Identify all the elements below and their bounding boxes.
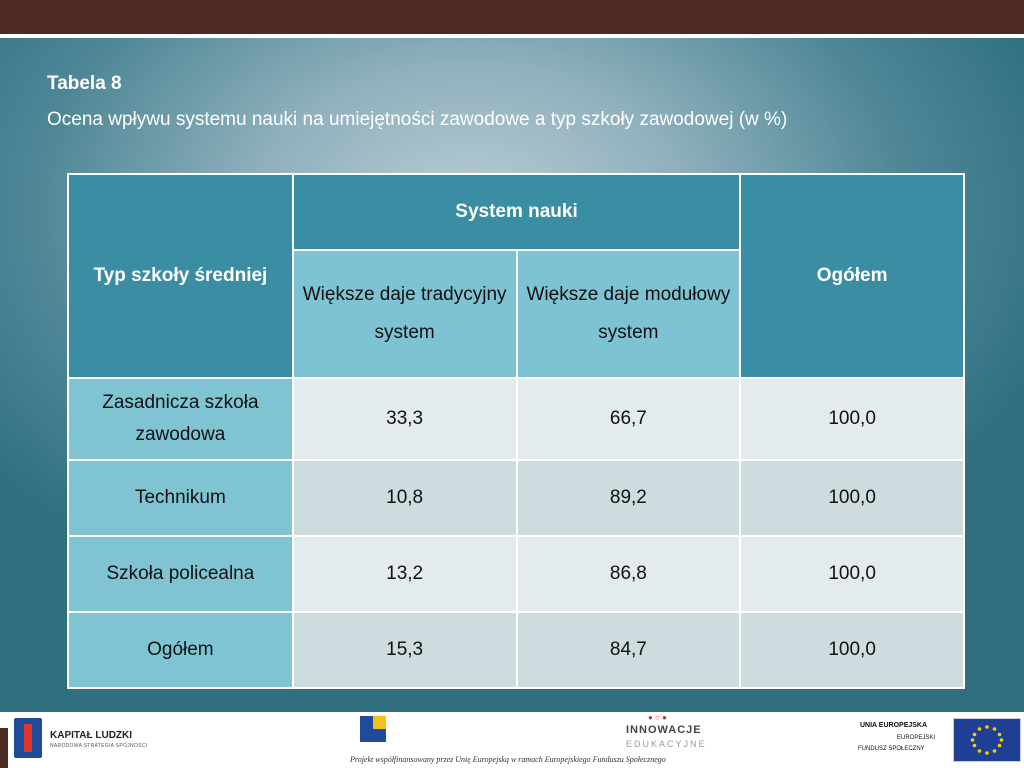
row-label: Ogółem: [68, 612, 293, 688]
cell-traditional: 13,2: [293, 536, 517, 612]
emblem-logo-icon: [360, 716, 386, 742]
table-row: [68, 460, 964, 536]
eu-label-line2: EUROPEJSKI: [897, 735, 936, 741]
row-label: Technikum: [68, 460, 293, 536]
eu-label-line3: FUNDUSZ SPOŁECZNY: [858, 746, 925, 752]
kapital-ludzki-logo-text: KAPITAŁ LUDZKI: [50, 730, 133, 741]
innowacje-dots-icon: ● ○ ●: [648, 713, 667, 722]
total-header: Ogółem: [740, 174, 964, 378]
cell-total: 100,0: [740, 536, 964, 612]
cell-traditional: 10,8: [293, 460, 517, 536]
footer-accent-bar: [0, 728, 8, 768]
edukacyjne-logo-text: EDUKACYJNE: [626, 739, 707, 749]
eu-flag-icon: [953, 718, 1021, 762]
cell-total: 100,0: [740, 612, 964, 688]
cell-total: 100,0: [740, 378, 964, 460]
row-label: Szkoła policealna: [68, 536, 293, 612]
table-caption: Ocena wpływu systemu nauki na umiejętności zawodowe a typ szkoły zawodowej (w %): [47, 109, 788, 130]
cell-traditional: 15,3: [293, 612, 517, 688]
cell-modular: 84,7: [517, 612, 741, 688]
kapital-ludzki-logo-icon: [14, 718, 42, 758]
kapital-ludzki-subtitle: NARODOWA STRATEGIA SPÓJNOŚCI: [50, 743, 148, 749]
sub-header-modular: Większe daje modułowy system: [517, 250, 741, 378]
project-funding-note: Projekt współfinansowany przez Unię Europejską w ramach Europejskiego Funduszu Społecznego: [350, 755, 666, 764]
row-label: Zasadnicza szkoła zawodowa: [68, 378, 293, 460]
table-row: [68, 612, 964, 688]
table-row: [68, 536, 964, 612]
innowacje-logo-text: INNOWACJE: [626, 724, 702, 736]
row-header-label: Typ szkoły średniej: [68, 174, 293, 378]
cell-modular: 66,7: [517, 378, 741, 460]
title-block: [47, 72, 787, 132]
top-bar-divider: [0, 34, 1024, 38]
data-table: [67, 173, 965, 689]
cell-total: 100,0: [740, 460, 964, 536]
table-row: [68, 378, 964, 460]
group-header-system: System nauki: [293, 174, 741, 250]
cell-traditional: 33,3: [293, 378, 517, 460]
cell-modular: 89,2: [517, 460, 741, 536]
sub-header-traditional: Większe daje tradycyjny system: [293, 250, 517, 378]
cell-modular: 86,8: [517, 536, 741, 612]
table-number: Tabela 8: [47, 73, 122, 94]
eu-label-line1: UNIA EUROPEJSKA: [860, 722, 928, 729]
top-bar: [0, 0, 1024, 34]
